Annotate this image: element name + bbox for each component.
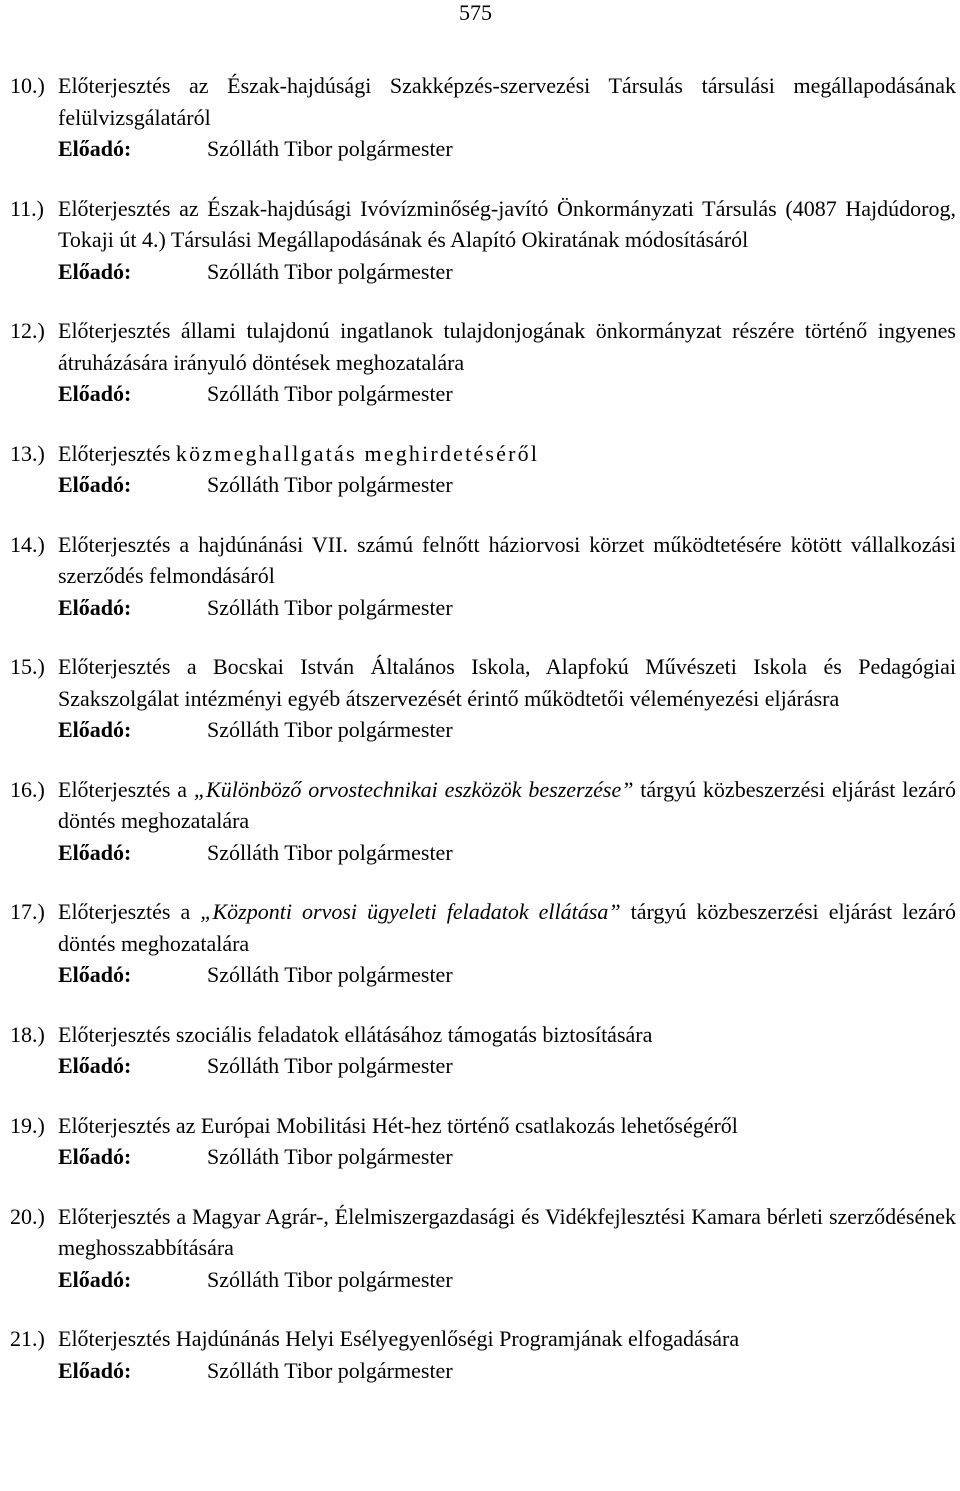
- presenter-name: Szólláth Tibor polgármester: [207, 472, 453, 497]
- item-title: [58, 774, 956, 837]
- presenter-label: Előadó:: [58, 258, 132, 284]
- presenter-name: Szólláth Tibor polgármester: [207, 594, 453, 620]
- presenter-label: Előadó:: [58, 1357, 132, 1383]
- presenter-label: Előadó:: [58, 1144, 132, 1169]
- item-title: Előterjesztés a Magyar Agrár-, Élelmiszergazdasági és Vidékfejlesztési Kamara bérleti szerződésének meghosszabbítására: [58, 1203, 956, 1260]
- item-title: Előterjesztés az Észak-hajdúsági Szakképzés-szervezési Társulás társulási megállapodásának felülvizsgálatáról: [58, 73, 956, 130]
- item-number: 21.): [10, 1326, 45, 1351]
- presenter-line: [58, 1141, 956, 1173]
- agenda-item: [10, 70, 956, 165]
- item-title: Előterjesztés a Bocskai István Általános Iskola, Alapfokú Művészeti Iskola és Pedagógiai Szakszolgálat intézményi egyéb átszervezését érintő működtetői véleményezési eljárásra: [58, 654, 956, 711]
- item-title: [58, 438, 956, 470]
- presenter-line: [58, 133, 956, 165]
- presenter-name: Szólláth Tibor polgármester: [207, 1357, 453, 1383]
- agenda-item: [10, 438, 956, 501]
- presenter-label: Előadó:: [58, 594, 132, 620]
- item-number: 10.): [10, 73, 45, 98]
- presenter-label: Előadó:: [58, 839, 132, 865]
- agenda-list: [10, 70, 956, 1414]
- presenter-line: [58, 1355, 956, 1387]
- item-number: 19.): [10, 1112, 45, 1138]
- item-title: Előterjesztés az Európai Mobilitási Hét-hez történő csatlakozás lehetőségéről: [58, 1112, 738, 1138]
- item-title: Előterjesztés Hajdúnánás Helyi Esélyegyenlőségi Programjának elfogadására: [58, 1326, 740, 1351]
- presenter-name: Szólláth Tibor polgármester: [207, 1266, 453, 1292]
- presenter-line: [58, 378, 956, 410]
- presenter-label: Előadó:: [58, 472, 132, 497]
- presenter-name: Szólláth Tibor polgármester: [207, 962, 453, 987]
- agenda-item: [10, 193, 956, 288]
- item-title-after: tárgyú közbeszerzési eljárást lezáró döntés meghozatalára: [58, 776, 956, 833]
- page-number: 575: [459, 0, 492, 25]
- item-title: Előterjesztés az Észak-hajdúsági Ivóvízminőség-javító Önkormányzati Társulás (4087 Hajdúdorog, Tokaji út 4.) Társulási Megállapodásának és Alapító Okiratának módosításáról: [58, 195, 956, 252]
- item-title-after: tárgyú közbeszerzési eljárást lezáró döntés meghozatalára: [58, 899, 956, 956]
- item-title: Előterjesztés a hajdúnánási VII. számú felnőtt háziorvosi körzet működtetésére kötött vállalkozási szerződés felmondásáról: [58, 531, 956, 588]
- agenda-item: [10, 529, 956, 624]
- item-title-italic: „Különböző orvostechnikai eszközök beszerzése”: [193, 776, 634, 802]
- item-title-italic: „Központi orvosi ügyeleti feladatok ellátása”: [200, 899, 621, 924]
- agenda-item: [10, 774, 956, 869]
- presenter-line: [58, 714, 956, 746]
- agenda-item: [10, 896, 956, 991]
- presenter-line: [58, 592, 956, 624]
- presenter-label: Előadó:: [58, 717, 132, 742]
- item-number: 13.): [10, 440, 45, 466]
- presenter-name: Szólláth Tibor polgármester: [207, 1144, 453, 1169]
- presenter-line: [58, 469, 956, 501]
- presenter-name: Szólláth Tibor polgármester: [207, 258, 453, 284]
- item-number: 16.): [10, 776, 45, 802]
- presenter-line: [58, 1050, 956, 1082]
- presenter-name: Szólláth Tibor polgármester: [207, 136, 453, 161]
- item-title: [58, 896, 956, 959]
- presenter-label: Előadó:: [58, 136, 132, 161]
- presenter-label: Előadó:: [58, 962, 132, 987]
- item-title-spaced: közmeghallgatás meghirdetéséről: [175, 440, 540, 466]
- agenda-item: [10, 1019, 956, 1082]
- item-title-prefix: Előterjesztés: [58, 440, 176, 466]
- presenter-label: Előadó:: [58, 381, 132, 406]
- item-title-before: Előterjesztés a: [58, 899, 201, 924]
- item-title-before: Előterjesztés a: [58, 776, 194, 802]
- agenda-item: [10, 651, 956, 746]
- presenter-name: Szólláth Tibor polgármester: [207, 839, 453, 865]
- presenter-line: [58, 1264, 956, 1296]
- item-number: 17.): [10, 899, 45, 924]
- presenter-line: [58, 959, 956, 991]
- presenter-line: [58, 837, 956, 869]
- presenter-name: Szólláth Tibor polgármester: [207, 381, 453, 406]
- item-title: Előterjesztés szociális feladatok ellátásához támogatás biztosítására: [58, 1021, 653, 1047]
- item-number: 15.): [10, 654, 45, 679]
- agenda-item: [10, 1323, 956, 1386]
- item-number: 14.): [10, 531, 45, 557]
- presenter-line: [58, 256, 956, 288]
- agenda-item: [10, 315, 956, 410]
- item-title: Előterjesztés állami tulajdonú ingatlanok tulajdonjogának önkormányzat részére történő ingyenes átruházására irányuló döntések meghozatalára: [58, 318, 956, 375]
- item-number: 11.): [10, 195, 45, 221]
- item-number: 20.): [10, 1203, 45, 1229]
- presenter-name: Szólláth Tibor polgármester: [207, 717, 453, 742]
- agenda-item: [10, 1110, 956, 1173]
- presenter-label: Előadó:: [58, 1053, 132, 1078]
- presenter-label: Előadó:: [58, 1266, 132, 1292]
- item-number: 18.): [10, 1021, 45, 1047]
- agenda-item: [10, 1201, 956, 1296]
- item-number: 12.): [10, 318, 45, 343]
- presenter-name: Szólláth Tibor polgármester: [207, 1053, 453, 1078]
